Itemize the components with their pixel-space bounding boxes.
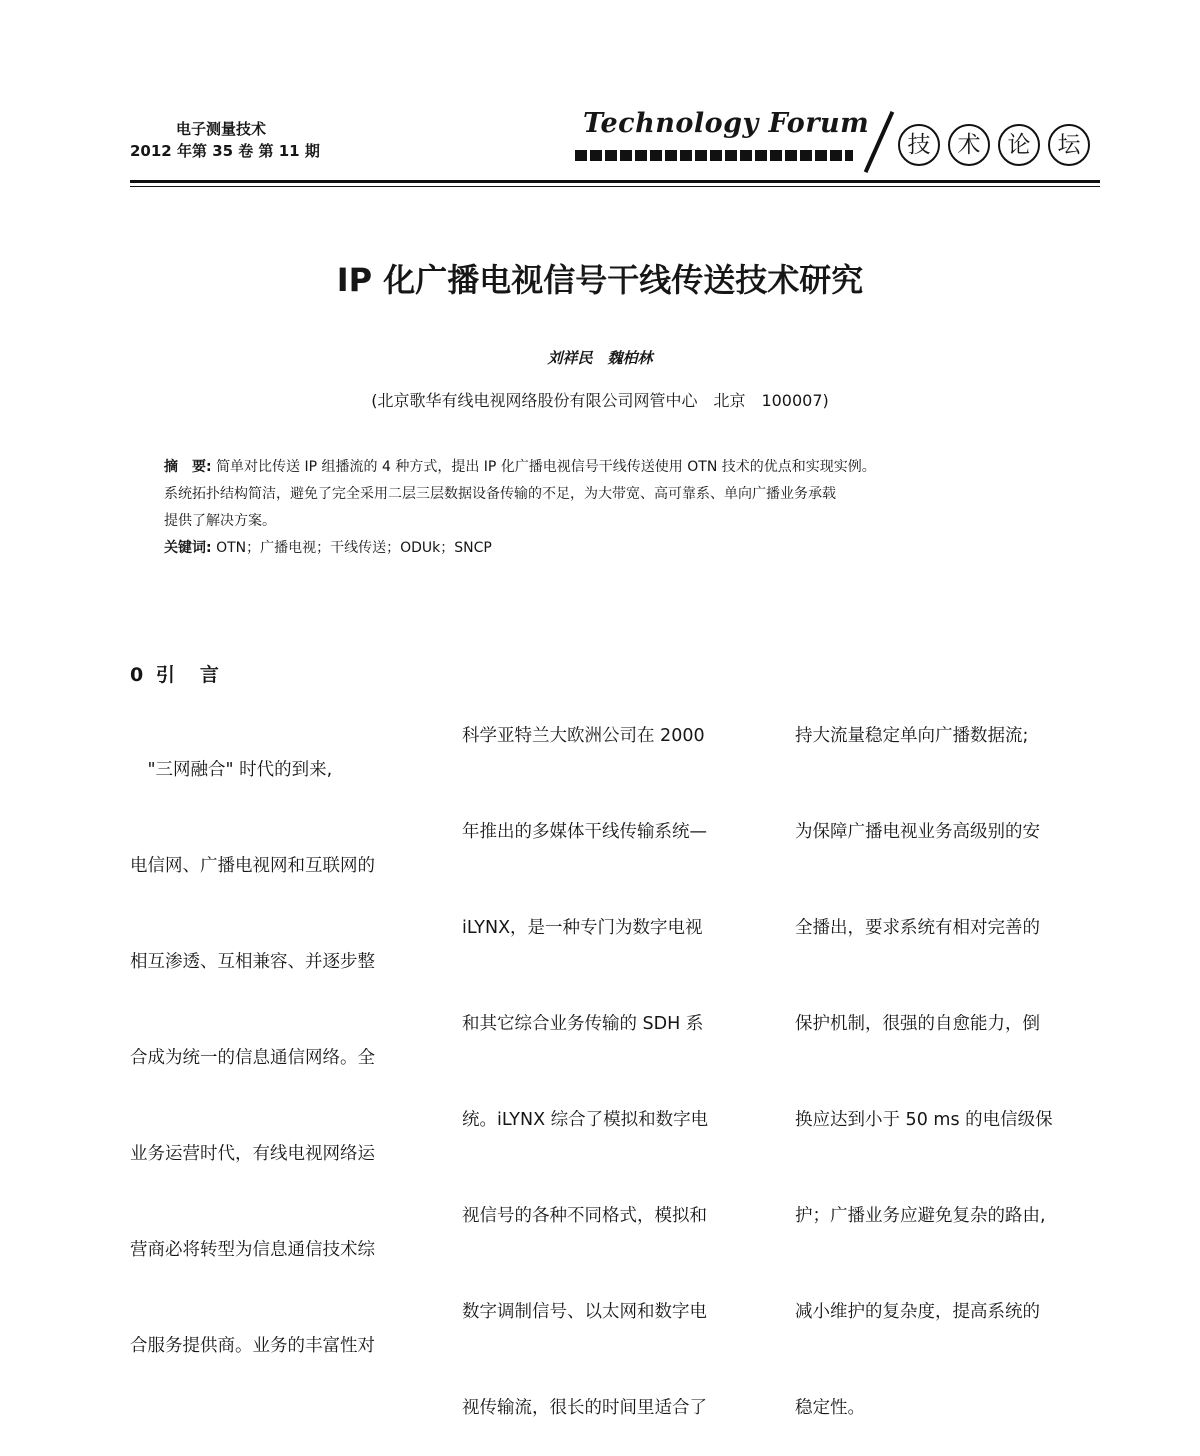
text-line: 和其它综合业务传输的 SDH 系 bbox=[462, 1014, 704, 1034]
journal-name: 电子测量技术 bbox=[176, 120, 267, 138]
authors: 刘祥民 魏柏林 bbox=[547, 349, 653, 367]
text-line: 全播出，要求系统有相对完善的 bbox=[795, 918, 1040, 938]
forum-title-underline bbox=[575, 150, 853, 161]
text-line: 科学亚特兰大欧洲公司在 2000 bbox=[462, 726, 705, 746]
text-line: 统。iLYNX 综合了模拟和数字电 bbox=[462, 1110, 709, 1130]
text-line: 换应达到小于 50 ms 的电信级保 bbox=[795, 1110, 1053, 1130]
journal-issue: 2012 年第 35 卷 第 11 期 bbox=[130, 142, 320, 160]
text-line: 相互渗透、互相兼容、并逐步整 bbox=[130, 952, 375, 972]
text-line: 稳定性。 bbox=[795, 1398, 865, 1418]
abstract-line bbox=[164, 508, 1044, 535]
section-heading: 0 引 言 bbox=[130, 664, 222, 686]
text-line: 保护机制，很强的自愈能力，倒 bbox=[795, 1014, 1040, 1034]
body-column-3 bbox=[795, 656, 1053, 1456]
abstract-line bbox=[164, 454, 1044, 481]
text-line: 营商必将转型为信息通信技术综 bbox=[130, 1240, 375, 1260]
column-char-tan: 坛 bbox=[1048, 124, 1090, 166]
abstract-block bbox=[164, 454, 1044, 562]
body-column-1 bbox=[130, 690, 375, 1394]
text-line: 视传输流，很长的时间里适合了 bbox=[462, 1398, 707, 1418]
abstract-text: 提供了解决方案。 bbox=[164, 513, 276, 529]
text-line: 合成为统一的信息通信网络。全 bbox=[130, 1048, 375, 1068]
text-line: 为保障广播电视业务高级别的安 bbox=[795, 822, 1040, 842]
keywords-line bbox=[164, 535, 1044, 562]
column-char-lun: 论 bbox=[998, 124, 1040, 166]
text-line: 护；广播业务应避免复杂的路由, bbox=[795, 1206, 1046, 1226]
affiliation: (北京歌华有线电视网络股份有限公司网管中心 北京 100007) bbox=[371, 391, 829, 410]
text-line: 业务运营时代，有线电视网络运 bbox=[130, 1144, 375, 1164]
header-rule-thick bbox=[130, 180, 1100, 183]
text-line: "三网融合" 时代的到来, bbox=[130, 760, 333, 780]
article-title: IP 化广播电视信号干线传送技术研究 bbox=[336, 261, 864, 299]
text-line: 减小维护的复杂度，提高系统的 bbox=[795, 1302, 1040, 1322]
abstract-text: 系统拓扑结构简洁，避免了完全采用二层三层数据设备传输的不足，为大带宽、高可靠系、单向广播业务承载 bbox=[164, 486, 836, 502]
header-rule-thin bbox=[130, 186, 1100, 187]
keywords-text: OTN；广播电视；干线传送；ODUk；SNCP bbox=[216, 540, 492, 556]
text-line: 年推出的多媒体干线传输系统— bbox=[462, 822, 707, 842]
text-line: 合服务提供商。业务的丰富性对 bbox=[130, 1336, 375, 1356]
abstract-label: 摘 要: bbox=[164, 459, 212, 475]
text-line: 数字调制信号、以太网和数字电 bbox=[462, 1302, 707, 1322]
text-line: 持大流量稳定单向广播数据流; bbox=[795, 726, 1029, 746]
column-char-shu: 术 bbox=[948, 124, 990, 166]
keywords-label: 关键词: bbox=[164, 540, 212, 556]
text-line: iLYNX，是一种专门为数字电视 bbox=[462, 918, 703, 938]
body-column-2 bbox=[462, 656, 708, 1456]
abstract-text: 简单对比传送 IP 组播流的 4 种方式，提出 IP 化广播电视信号干线传送使用 OTN 技术的优点和实现实例。 bbox=[216, 459, 876, 475]
column-char-ji: 技 bbox=[898, 124, 940, 166]
text-line: 电信网、广播电视网和互联网的 bbox=[130, 856, 375, 876]
forum-title: Technology Forum bbox=[583, 108, 870, 139]
text-line: 视信号的各种不同格式，模拟和 bbox=[462, 1206, 707, 1226]
abstract-line bbox=[164, 481, 1044, 508]
